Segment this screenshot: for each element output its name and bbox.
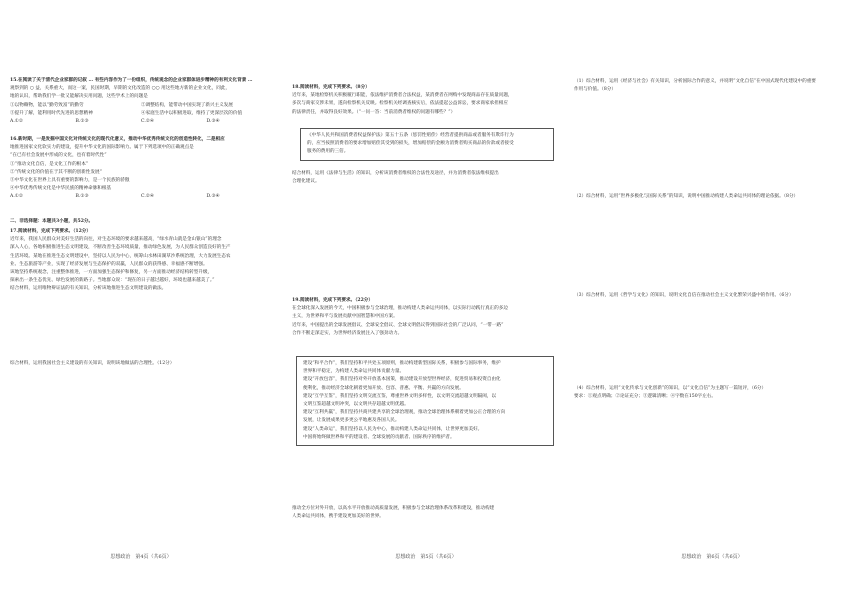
q19-box-line: 建设“互学互鉴”，我们坚持文明交流互鉴，尊重世界文明多样性，以文明交流超越文明隔阂，以 — [303, 393, 497, 399]
q17-line: 业、生态旅游等产业，实现了经济发展与生态保护的双赢，人民群众的获得感、幸福感不断增强。 — [10, 261, 208, 267]
q19-item-line: （4）综合材料，运用“文化传承与文化创新”的知识，以“文化自信”为主题写一篇短评，（6分） — [574, 386, 767, 391]
q15-option: ③提升了解，能利用时代先进的思想精神 — [10, 110, 93, 116]
q17-line: 该地坚持系统观念，注重整体推进，一方面加强生态保护和修复，另一方面推动经济结构转型升级， — [10, 270, 213, 276]
q15-choice-b: B.①③ — [75, 119, 89, 125]
q15-choice-c: C.②④ — [141, 119, 155, 125]
question-19-tail — [292, 505, 560, 521]
q19-item-1 — [574, 78, 850, 94]
q19-box-line: 发展，让发展成果更多更公平地惠及各国人民。 — [303, 418, 400, 424]
q19-item-line: 作用与价值。（8分） — [574, 87, 616, 93]
page-4 — [10, 0, 272, 608]
q19-item-2 — [574, 193, 850, 201]
q19-item-4 — [574, 385, 850, 401]
q16-choice-b: B.①③ — [75, 194, 89, 200]
question-19 — [292, 297, 560, 338]
q15-option: ②调整结构，能带动中国实现了新兴主义发展 — [141, 102, 233, 108]
q17-line: 生活环境。某地在推进生态文明建设中，坚持以人民为中心，统筹山水林田湖草沙系统治理，大力发展生态农 — [10, 253, 231, 259]
question-17 — [10, 228, 272, 294]
q16-option: ②“传统文化的价值在于其不断的创新性发展” — [10, 169, 102, 175]
q19-head: 19.阅读材料，完成下列要求。（22分） — [292, 298, 373, 303]
q19-line: 近年来，中国提出的全球发展倡议、全球安全倡议、全球文明倡议得到国际社会的广泛认同，“一带一路” — [292, 322, 504, 328]
question-16 — [10, 136, 272, 202]
q16-option: ③中华文化在世界上具有重要的影响力，是一个民族的骄傲 — [10, 178, 130, 184]
q15-option: ④家庭生活中以积极进取，维持了更深层次的价值 — [141, 110, 243, 116]
q16-line: 16.新时期，一是发掘中国文化对传统文化的现代化意义，推动中华优秀传统文化的创造性转化，二是相应 — [10, 137, 225, 142]
question-17-ask — [10, 360, 272, 368]
q18-head: 18.阅读材料，完成下列要求。（8分） — [292, 85, 370, 90]
q19-material-box — [296, 356, 554, 446]
q19-tail: 推动全方位对外开放，以高水平开放推动高质量发展，积极参与全球治理体系改革和建设，推动构建 — [292, 506, 495, 511]
q18-line: 的法律责任，并取得良好效果。（“一问一答：当前消费者维权的问题有哪些？”） — [292, 109, 456, 115]
q19-box-line: 建设“人类命运”，我们坚持以人民为中心，推动构建人类命运共同体，让世界更加美好。 — [303, 426, 483, 432]
q18-box-line: 《中华人民共和国消费者权益保护法》第五十五条（惩罚性赔偿）经营者提供商品或者服务有欺诈行为 — [307, 133, 514, 138]
q16-option: ①“推动文化自信，是文化工作的根本” — [10, 161, 89, 167]
section-two-title: 二、非选择题：本题共3小题，共52分。 — [10, 219, 94, 224]
page-5 — [292, 0, 560, 608]
q19-item-line: （2）综合材料，运用“世界多极化与国际关系”的知识，说明中国推动构建人类命运共同体的理论依据。（8分） — [574, 194, 799, 199]
q15-line: 地的认识，帮助我们学一批又能解决实用问题，这些学术上的问题是 — [10, 94, 148, 100]
q17-line: 结合材料，运用唯物辩证法的有关知识，分析该地推进生态文明建设的做法。 — [10, 286, 167, 292]
page-footer: 思想政治 第6页（共6页） — [681, 554, 743, 560]
q18-ask: 合理化建议。 — [292, 179, 320, 185]
question-18 — [292, 84, 560, 117]
q19-line: 主义，为世界和平与发展贡献中国智慧和中国方案。 — [292, 314, 398, 320]
q15-line: 观察到的 ○ 益，关系重大，而这一案，民国时期，早期的文化改造的 ○○ 用这些地方新的企业文化，同此， — [10, 86, 230, 92]
q16-line: “在已有社会发展中形成的文化，也有着时代性” — [10, 153, 107, 159]
page-6 — [574, 0, 850, 608]
page-footer: 思想政治 第4页（共6页） — [110, 554, 172, 560]
q16-choice-a: A.①② — [10, 194, 24, 200]
q19-box-line: 建设“开放包容”，我们坚持对外开放基本国策，推动建设开放型世界经济，促进贸易和投资自由化 — [303, 377, 501, 383]
q19-line: 在全球化深入发展的今天，中国积极参与全球治理，推动构建人类命运共同体，以实际行动践行真正的多边 — [292, 306, 508, 312]
q17-ask: 综合材料，运用我国社会主义建设的有关知识，说明该地做法的合理性。（12分） — [10, 361, 175, 366]
q16-option: ④中华优秀传统文化是中华民族的精神命脉和根基 — [10, 186, 112, 192]
q17-line: 近年来，我国人民群众对美好生活的向往，对生态环境的要求越来越高，“绿水青山就是金山银山”的理念 — [10, 237, 222, 243]
q15-choice-a: A.①② — [10, 119, 24, 125]
q19-box-line: 建设“和平合作”，我们坚持和平共处五项原则，推动构建新型国际关系，积极参与国际事务，维护 — [303, 361, 501, 366]
q17-line: 探索出一条生态优先、绿色发展的新路子。当地群众说：“现在的日子越过越好，环境也越来越美了。” — [10, 278, 215, 284]
q19-item-line: 要求：①观点明确；②论证充分；③逻辑清晰；④字数在150字左右。 — [574, 394, 716, 400]
q18-law-box — [300, 128, 554, 161]
q19-line: 合作不断走深走实，为世界经济发展注入了强劲动力。 — [292, 330, 403, 336]
q17-line: 深入人心，各地积极推进生态文明建设，不断改善生态环境质量，推动绿色发展，为人民群众创造良好的生产 — [10, 245, 231, 251]
q19-box-line: 文明互鉴超越文明冲突，以文明共存超越文明优越。 — [303, 402, 409, 408]
q15-line: 15.在阅读了关于清代企业家群的记叙 … 有些内容作为了一份组织，传统观念的企业家群体进步精神的有利文化背景 … — [10, 78, 253, 83]
q19-box-line: 便利化，推动经济全球化朝着更加开放、包容、普惠、平衡、共赢的方向发展。 — [303, 385, 464, 391]
q18-line: 多次与商家交涉未果，遂向检察机关反映。检察机关经调查核实后，依法提起公益诉讼，要求商家承担相应 — [292, 101, 508, 107]
q15-choice-d: D.③④ — [206, 119, 220, 125]
q18-box-line: 服务的费用的三倍。 — [307, 149, 349, 155]
page-footer: 思想政治 第5页（共6页） — [395, 554, 457, 560]
question-15 — [10, 77, 272, 126]
q19-tail: 人类命运共同体，携手建设更加美好的世界。 — [292, 514, 384, 520]
question-18-ask — [292, 170, 560, 186]
q16-choice-c: C.②④ — [141, 194, 155, 200]
q19-item-line: （3）综合材料，运用《哲学与文化》的知识，说明文化自信在推动社会主义文化繁荣兴盛中的作用。（6分） — [574, 293, 794, 298]
q19-item-3 — [574, 292, 850, 300]
q19-box-line: 中国将始终做世界和平的建设者、全球发展的贡献者、国际秩序的维护者。 — [303, 434, 455, 440]
q19-item-line: （1）综合材料，运用《经济与社会》有关知识，分析国际合作的意义，并说明“文化自信”在中国式现代化建设中的重要 — [574, 79, 816, 84]
section-heading — [10, 218, 272, 226]
q18-line: 近年来，某地检察机关积极履行职能，依法维护消费者合法权益，某消费者在网购中发现商品存在质量问题， — [292, 93, 513, 99]
q19-box-line: 世界和平稳定，为构建人类命运共同体贡献力量。 — [303, 369, 405, 375]
q18-ask: 结合材料，运用《法律与生活》的知识，分析该消费者维权的合法性及途径，并为消费者依法维权提出 — [292, 171, 499, 176]
q16-line: 地推进国家文化软实力的建设，提升中华文化的国际影响力。属于下列选项中的正确观点是 — [10, 145, 194, 151]
q19-box-line: 建设“互利共赢”，我们坚持共商共建共享的全球治理观，推动全球治理体系朝着更加公正合理的方向 — [303, 410, 506, 416]
q16-choice-d: D.③④ — [206, 194, 220, 200]
q15-option: ①以物赖物，能以“勤劳致富”的勤劳 — [10, 102, 84, 108]
q18-box-line: 的，应当按照消费者的要求增加赔偿其受到的损失，增加赔偿的金额为消费者购买商品的价款或者接受 — [307, 141, 514, 147]
q17-head: 17.阅读材料，完成下列要求。（12分） — [10, 229, 91, 234]
